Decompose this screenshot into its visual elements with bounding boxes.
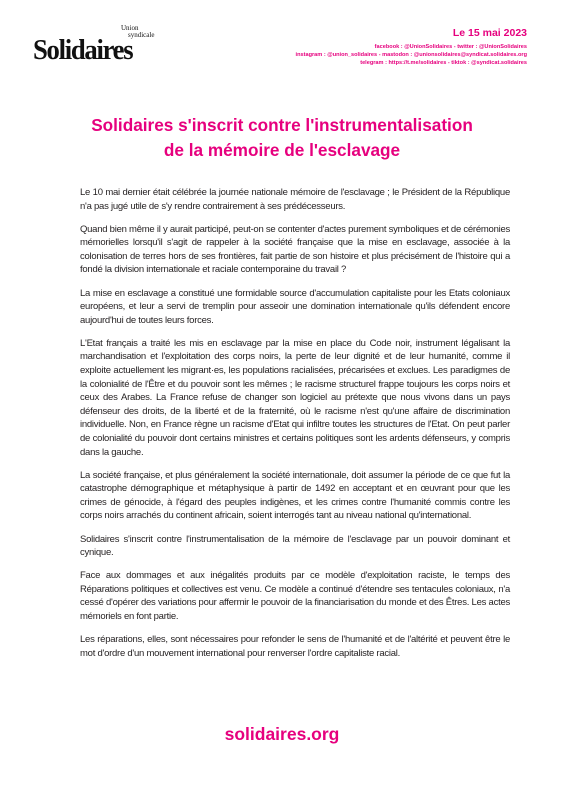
social-line-1: facebook : @UnionSolidaires - twitter : @UnionSolidaires <box>374 44 527 50</box>
title-line-2: de la mémoire de l'esclavage <box>163 140 401 160</box>
paragraph-4: L'Etat français a traité les mis en esclavage par la mise en place du Code noir, instrument légalisant la marchandisation et l'exploitation des corps noirs, la perte de leur dignité et de leur humanité, comme il exploite actuellement les migrant·es, les populations racialisées, précarisées et exclues. Les paradigmes de la colonialité de l'Être et du pouvoir sont les mêmes ; le racisme structurel frappe toujours les corps noirs et ceux des Arabes. La France refuse de changer son logiciel au prétexte que nous vivons dans un pays défenseur des droits, de la liberté et de la fraternité, où le racisme n'est qu'une affaire de discrimination individuelle. Non, en France règne un racisme d'Etat qui infiltre toutes les structures de l'Etat. On peut parler de colonialité du pouvoir dont certains ministres et certains politiques sont les ardents défenseurs, y compris dans la gauche. <box>80 337 510 458</box>
paragraph-3: La mise en esclavage a constitué une formidable source d'accumulation capitaliste pour les Etats coloniaux européens, et leur a servi de tremplin pour asseoir une domination internationale qu'ils défendent encore aujourd'hui de toutes leurs forces. <box>80 287 510 326</box>
document-body <box>80 186 510 670</box>
title-line-1: Solidaires s'inscrit contre l'instrumentalisation <box>91 115 473 135</box>
paragraph-7: Face aux dommages et aux inégalités produits par ce modèle d'exploitation raciste, le temps des Réparations politiques et collectives est venu. Ce modèle a continué d'étendre ses tentacules coloniaux, n'a cessé d'opérer des variations pour affermir le pouvoir de la financiarisation du monde et des Êtres. Les actes mémoriels en font partie. <box>80 570 510 623</box>
solidaires-logo <box>33 24 173 70</box>
logo-syndicale-text: syndicale <box>128 31 155 39</box>
logo-wordmark: Solidaires <box>33 34 133 66</box>
paragraph-2: Quand bien même il y aurait participé, peut-on se contenter d'actes purement symboliques et de cérémonies mémorielles lorsqu'il s'agit de rappeler à la société française que la mise en esclavage, associée à la colonisation de terres hors de ses frontières, fait partie de son histoire et plus précisément de l'histoire qui a fondé la division internationale et raciale contemporaine du travail ? <box>80 223 510 276</box>
paragraph-6: Solidaires s'inscrit contre l'instrumentalisation de la mémoire de l'esclavage par un pouvoir dominant et cynique. <box>80 533 510 559</box>
logo-union-text: Union <box>121 24 139 32</box>
social-line-3: telegram : https://t.me/solidaires - tiktok : @syndicat.solidaires <box>360 60 527 67</box>
document-date: Le 15 mai 2023 <box>452 27 527 39</box>
document-title <box>0 113 564 163</box>
paragraph-1: Le 10 mai dernier était célébrée la journée nationale mémoire de l'esclavage ; le Président de la République n'a pas jugé utile de s'y rendre contrairement à ses prédécesseurs. <box>80 187 510 212</box>
social-line-2: instagram : @union_solidaires - mastodon : @unionsolidaires@syndicat.solidaires.org <box>295 52 527 59</box>
footer-website: solidaires.org <box>224 724 340 744</box>
paragraph-8: Les réparations, elles, sont nécessaires pour refonder le sens de l'humanité et de l'altérité et peuvent être le mot d'ordre d'un mouvement international pour renverser l'ordre capitaliste racial. <box>80 634 510 659</box>
header-info <box>296 27 527 68</box>
paragraph-5: La société française, et plus généralement la société internationale, doit assumer la période de ce que fut la catastrophe démographique et métaphysique à partir de 1492 en acceptant et en œuvrant pour que les crimes de génocide, à l'égard des peuples indigènes, et les crimes contre l'humanité commis contre les corps noirs arrachés du continent africain, soient interrogés tant au niveau national qu'international. <box>80 469 510 522</box>
